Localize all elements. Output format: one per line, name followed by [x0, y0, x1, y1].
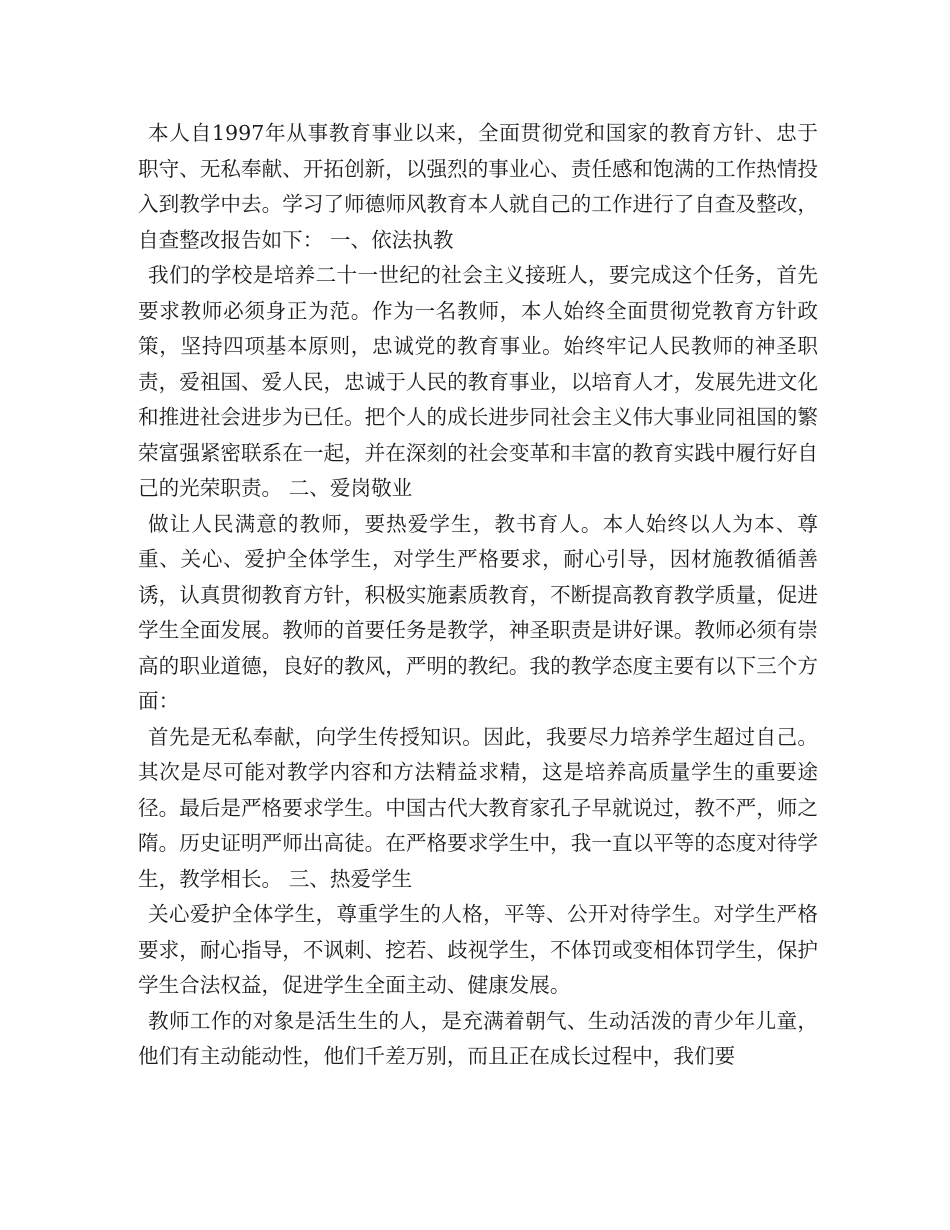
- document-body: [138, 116, 818, 1075]
- paragraph-4: 首先是无私奉献，向学生传授知识。因此，我要尽力培养学生超过自己。其次是尽可能对教学内容和方法精益求精，这是培养高质量学生的重要途径。最后是严格要求学生。中国古代大教育家孔子早就说过，教不严，师之隋。历史证明严师出高徒。在严格要求学生中，我一直以平等的态度对待学生，教学相长。 三、热爱学生: [138, 724, 818, 891]
- paragraph-2: 我们的学校是培养二十一世纪的社会主义接班人，要完成这个任务，首先要求教师必须身正为范。作为一名教师，本人始终全面贯彻党教育方针政策，坚持四项基本原则，忠诚党的教育事业。始终牢记人民教师的神圣职责，爱祖国、爱人民，忠诚于人民的教育事业，以培育人才，发展先进文化和推进社会进步为已任。把个人的成长进步同社会主义伟大事业同祖国的繁荣富强紧密联系在一起，并在深刻的社会变革和丰富的教育实践中履行好自己的光荣职责。 二、爱岗敬业: [138, 263, 818, 500]
- paragraph-1: 本人自1997年从事教育事业以来，全面贯彻党和国家的教育方针、忠于职守、无私奉献、开拓创新，以强烈的事业心、责任感和饱满的工作热情投入到教学中去。学习了师德师风教育本人就自己的工作进行了自查及整改，自查整改报告如下： 一、依法执教: [138, 121, 818, 252]
- paragraph-6: 教师工作的对象是活生生的人，是充满着朝气、生动活泼的青少年儿童，他们有主动能动性，他们千差万别，而且正在成长过程中，我们要: [138, 1008, 818, 1068]
- paragraph-3: 做让人民满意的教师，要热爱学生，教书育人。本人始终以人为本、尊重、关心、爱护全体学生，对学生严格要求，耐心引导，因材施教循循善诱，认真贯彻教育方针，积极实施素质教育，不断提高教育教学质量，促进学生全面发展。教师的首要任务是教学，神圣职责是讲好课。教师必须有崇高的职业道德，良好的教风，严明的教纪。我的教学态度主要有以下三个方面：: [138, 511, 818, 713]
- paragraph-5: 关心爱护全体学生，尊重学生的人格，平等、公开对待学生。对学生严格要求，耐心指导，不讽刺、挖若、歧视学生，不体罚或变相体罚学生，保护学生合法权益，促进学生全面主动、健康发展。: [138, 902, 818, 997]
